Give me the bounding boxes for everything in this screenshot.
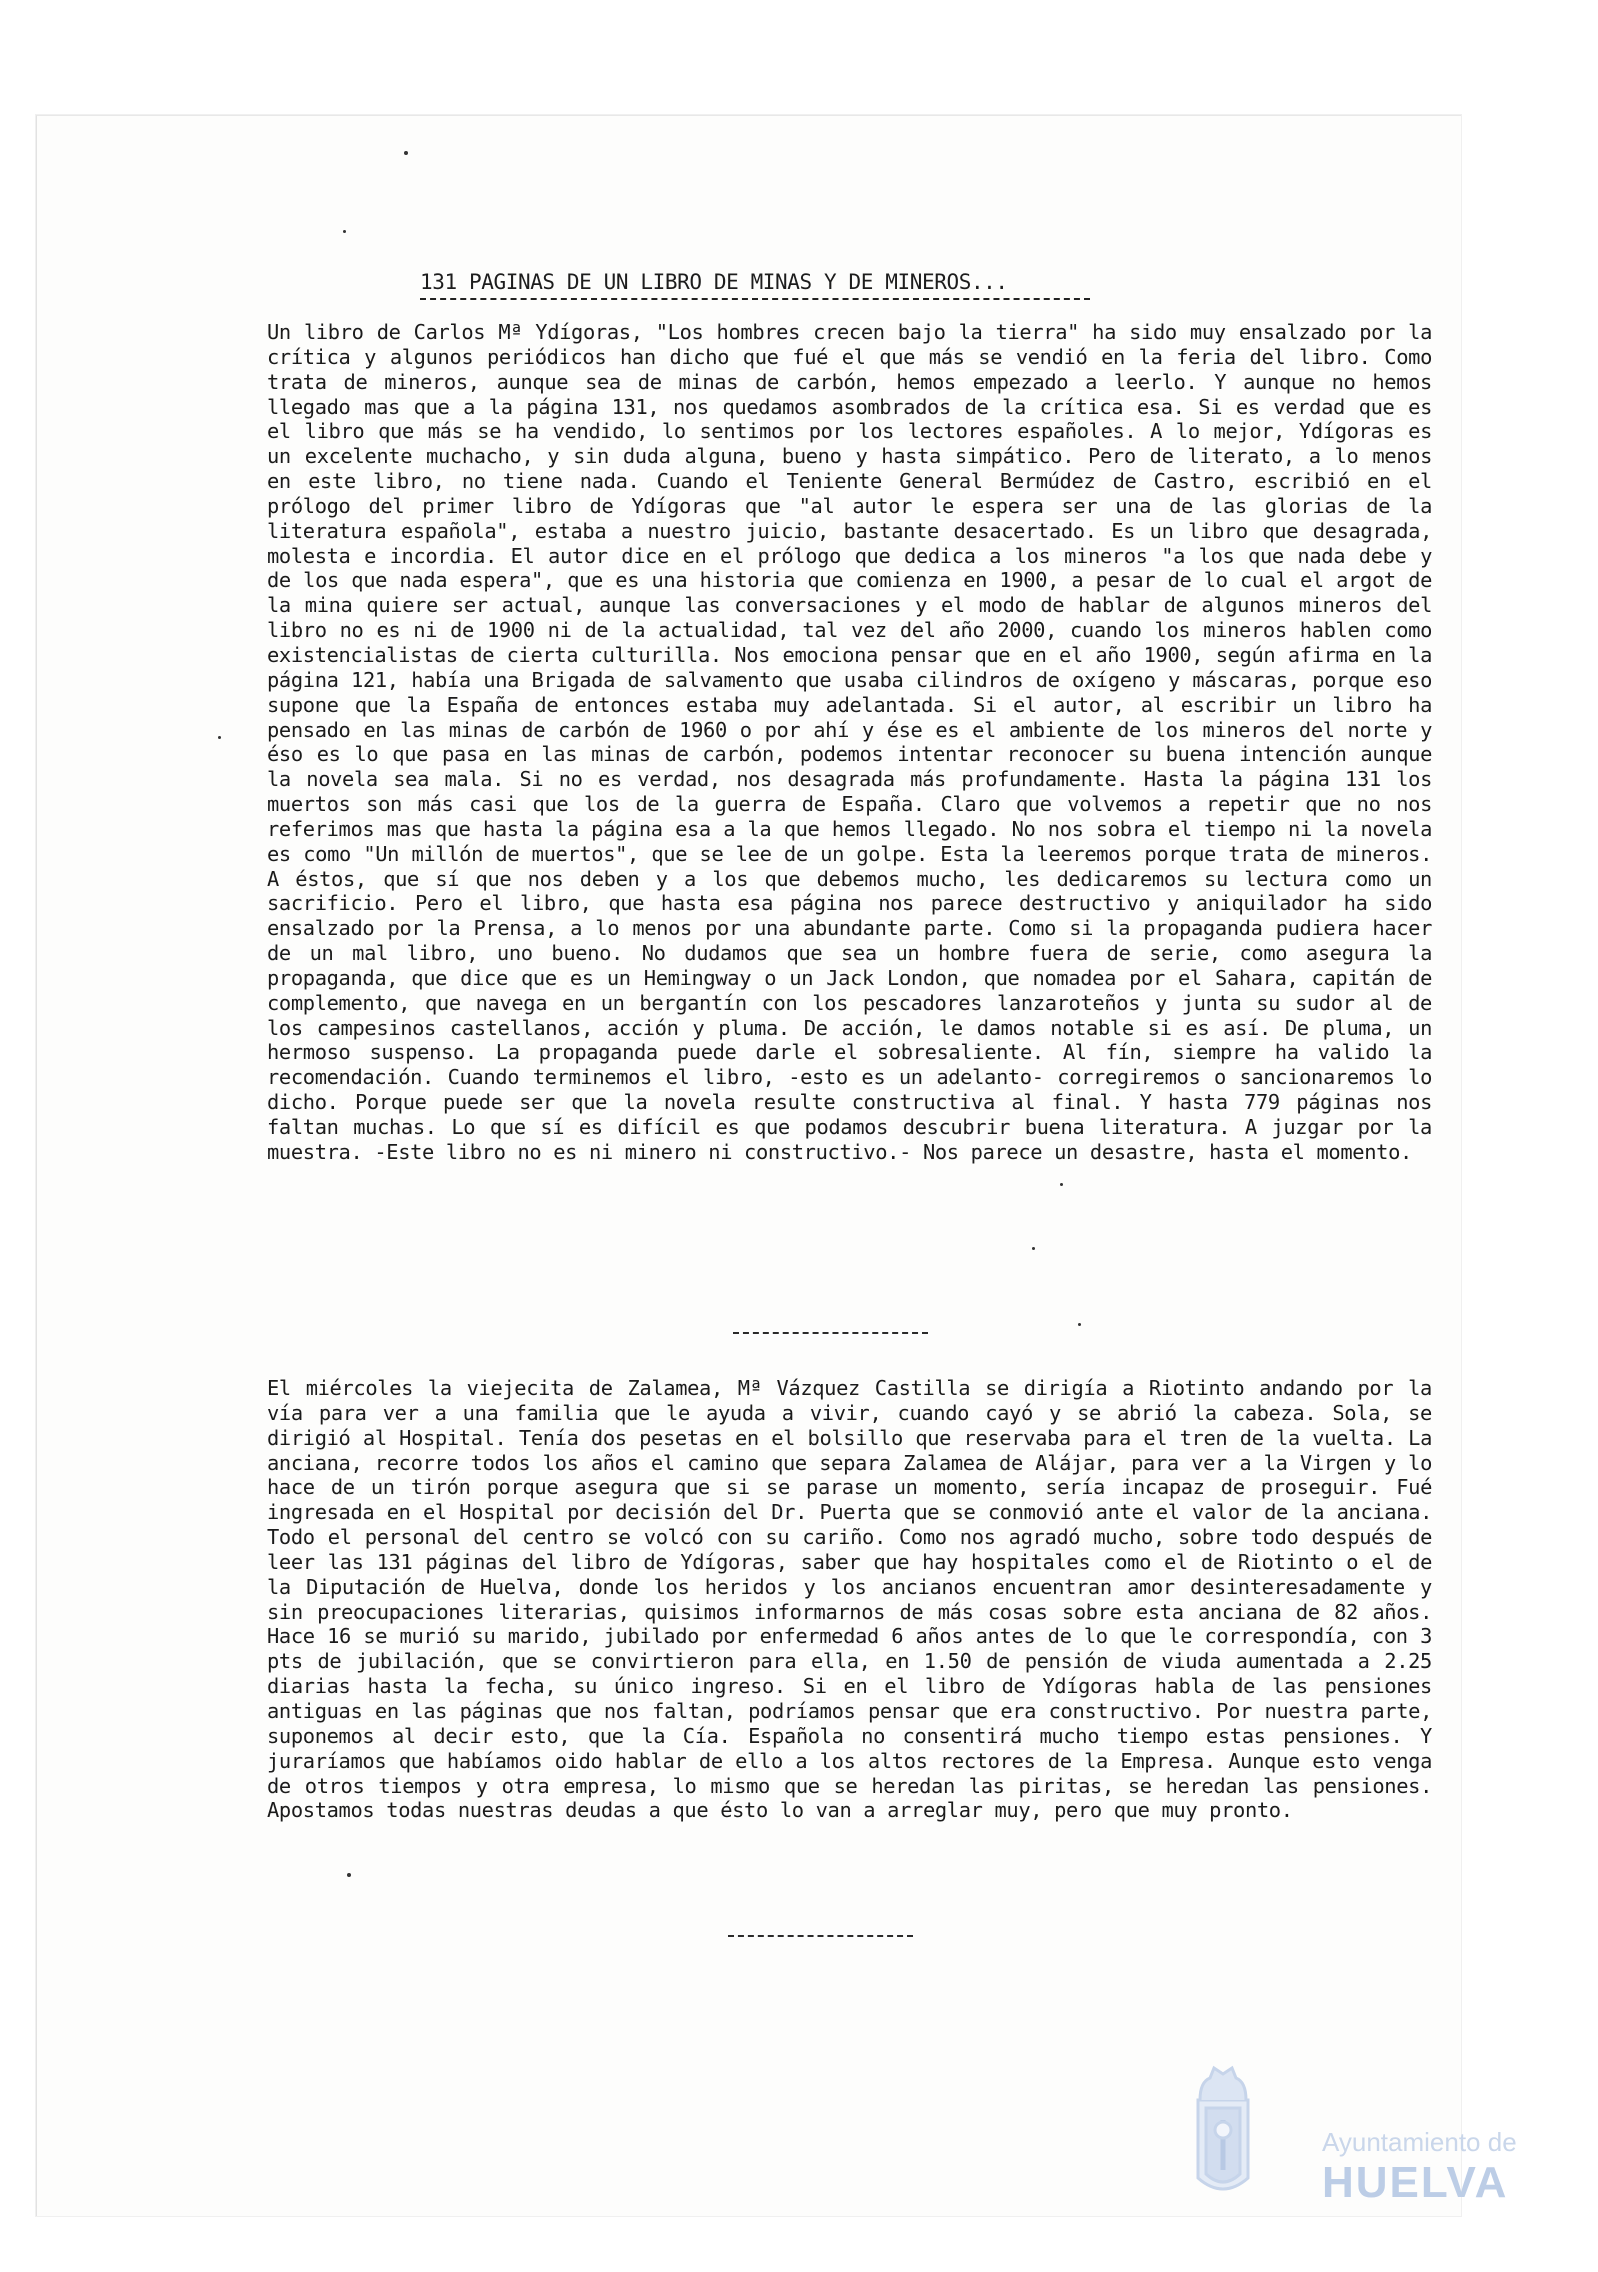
scan-speck bbox=[1032, 1247, 1035, 1250]
scan-speck bbox=[218, 736, 221, 739]
end-separator bbox=[728, 1935, 913, 1937]
scan-speck bbox=[404, 151, 408, 155]
scan-speck bbox=[347, 1873, 351, 1877]
section-separator bbox=[733, 1332, 928, 1334]
title-underline bbox=[420, 298, 1090, 300]
scan-speck bbox=[343, 230, 346, 233]
scan-speck bbox=[1078, 1323, 1081, 1326]
article-title: 131 PAGINAS DE UN LIBRO DE MINAS Y DE MINEROS... bbox=[420, 270, 1008, 294]
watermark-label-top: Ayuntamiento de bbox=[1322, 2127, 1517, 2157]
paragraph-zalamea-story: El miércoles la viejecita de Zalamea, Mª Vázquez Castilla se dirigía a Riotinto andando por la vía para ver a una familia que le ayuda a vivir, cuando cayó y se abrió la cabeza. Sola, se dirigió al Hospital. Tenía dos pesetas en el bolsillo que reservaba para el tren de la vuelta. La anciana, recorre todos los años el camino que separa Zalamea de Alájar, para ver a la Virgen y lo hace de un tirón porque asegura que si se parase un momento, sería incapaz de proseguir. Fué ingresada en el Hospital por decisión del Dr. Puerta que se conmovió ante el valor de la anciana. Todo el personal del centro se volcó con su cariño. Como nos agradó mucho, sobre todo después de leer las 131 páginas del libro de Ydígoras, saber que hay hospitales como el de Riotinto o el de la Diputación de Huelva, donde los heridos y los ancianos encuentran amor desinteresadamente y sin preocupaciones literarias, quisimos informarnos de más cosas sobre esta anciana de 82 años. Hace 16 se murió su marido, jubilado por enfermedad 6 años antes de lo que le correspondía, con 3 pts de jubilación, que se convirtieron para ella, en 1.50 de pensión de viuda aumentada a 2.25 diarias hasta la fecha, su único ingreso. Si en el libro de Ydígoras habla de las pensiones antiguas en las páginas que nos faltan, podríamos pensar que era constructivo. Por nuestra parte, suponemos al decir esto, que la Cía. Española no consentirá mucho tiempo estas pensiones. Y juraríamos que habíamos oido hablar de ello a los altos rectores de la Empresa. Aunque esto venga de otros tiempos y otra empresa, lo mismo que se heredan las piritas, se heredan las pensiones. Apostamos todas nuestras deudas a que ésto lo van a arreglar muy, pero que muy pronto. bbox=[267, 1376, 1432, 1823]
scan-speck bbox=[1060, 1183, 1063, 1186]
paragraph-book-review: Un libro de Carlos Mª Ydígoras, "Los hombres crecen bajo la tierra" ha sido muy ensalzado por la crítica y algunos periódicos han dicho que fué el que más se vendió en la feria del libro. Como trata de mineros, aunque sea de minas de carbón, hemos empezado a leerlo. Y aunque no hemos llegado mas que a la página 131, nos quedamos asombrados de la crítica esa. Si es verdad que es el libro que más se ha vendido, lo sentimos por los lectores españoles. A lo mejor, Ydígoras es un excelente muchacho, y sin duda alguna, bueno y hasta simpático. Pero de literato, a lo menos en este libro, no tiene nada. Cuando el Teniente General Bermúdez de Castro, escribió en el prólogo del primer libro de Ydígoras que "al autor le espera ser una de las glorias de la literatura española", estaba a nuestro juicio, bastante desacertado. Es un libro que desagrada, molesta e incordia. El autor dice en el prólogo que dedica a los mineros "a los que nada debe y de los que nada espera", que es una historia que comienza en 1900, a pesar de lo cual el argot de la mina quiere ser actual, aunque las conversaciones y el modo de hablar de algunos mineros del libro no es ni de 1900 ni de la actualidad, tal vez del año 2000, cuando los mineros hablen como existencialistas de cierta culturilla. Nos emociona pensar que en el año 1900, según afirma en la página 121, había una Brigada de salvamento que usaba cilindros de oxígeno y máscaras, porque eso supone que la España de entonces estaba muy adelantada. Si el autor, al escribir un libro ha pensado en las minas de carbón de 1960 o por ahí y ése es el ambiente de los mineros del norte y éso es lo que pasa en las minas de carbón, podemos intentar reconocer su buena intención aunque la novela sea mala. Si no es verdad, nos desagrada más profundamente. Hasta la página 131 los muertos son más casi que los de la guerra de España. Claro que volvemos a repetir que no nos referimos mas que hasta la página esa a la que hemos llegado. No nos sobra el tiempo ni la novela es como "Un millón de muertos", que se lee de un golpe. Esta la leeremos porque trata de mineros. A éstos, que sí que nos deben y a los que debemos mucho, les dedicaremos su lectura como un sacrificio. Pero el libro, que hasta esa página nos parece destructivo y aniquilador ha sido ensalzado por la Prensa, a lo menos por una abundante parte. Como si la propaganda pudiera hacer de un mal libro, uno bueno. No dudamos que sea un hombre fuera de serie, como asegura la propaganda, que dice que es un Hemingway o un Jack London, que nomadea por el Sahara, capitán de complemento, que navega en un bergantín con los pescadores lanzaroteños y junta su sudor al de los campesinos castellanos, acción y pluma. De acción, le damos notable si es así. De pluma, un hermoso suspenso. La propaganda puede darle el sobresaliente. Al fín, siempre ha valido la recomendación. Cuando terminemos el libro, -esto es un adelanto- corregiremos o sancionaremos lo dicho. Porque puede ser que la novela resulte constructiva al final. Y hasta 779 páginas nos faltan muchas. Lo que sí es difícil es que podamos descubrir buena literatura. A juzgar por la muestra. -Este libro no es ni minero ni constructivo.- Nos parece un desastre, hasta el momento. bbox=[267, 320, 1432, 1164]
watermark-label-city: HUELVA bbox=[1322, 2158, 1509, 2207]
